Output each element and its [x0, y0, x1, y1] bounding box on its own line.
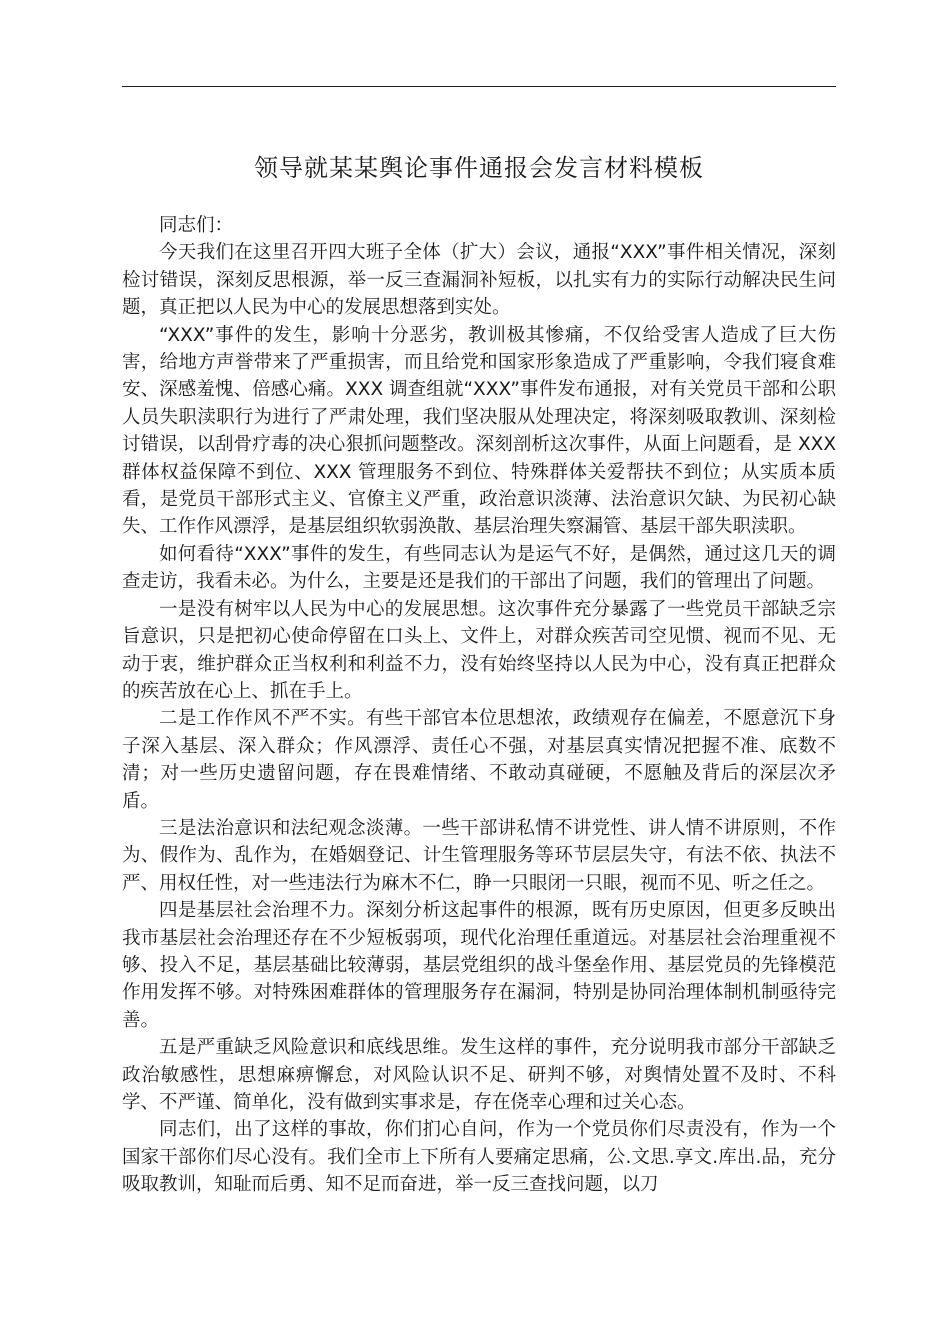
paragraph: 三是法治意识和法纪观念淡薄。一些干部讲私情不讲党性、讲人情不讲原则，不作为、假作为、乱作为，在婚姻登记、计生管理服务等环节层层失守，有法不依、执法不严、用权任性，对一些违法行为麻木不仁，睁一只眼闭一只眼，视而不见、听之任之。 [122, 817, 836, 894]
paragraph: “XXX”事件的发生，影响十分恶劣，教训极其惨痛，不仅给受害人造成了巨大伤害，给地方声誉带来了严重损害，而且给党和国家形象造成了严重影响，令我们寝食难安、深感羞愧、倍感心痛。XXX 调查组就“XXX”事件发布通报，对有关党员干部和公职人员失职渎职行为进行了严肃处理，我们坚决服从处理决定，将深刻吸取教训、深刻检讨错误，以刮骨疗毒的决心狠抓问题整改。深刻剖析这次事件，从面上问题看，是 XXX 群体权益保障不到位、XXX 管理服务不到位、特殊群体关爱帮扶不到位；从实质本质看，是党员干部形式主义、官僚主义严重，政治意识淡薄、法治意识欠缺、为民初心缺失、工作作风漂浮，是基层组织软弱涣散、基层治理失察漏管、基层干部失职渎职。 [122, 324, 836, 538]
paragraph: 五是严重缺乏风险意识和底线思维。发生这样的事件，充分说明我市部分干部缺乏政治敏感性，思想麻痹懈怠，对风险认识不足、研判不够，对舆情处置不及时、不科学、不严谨、简单化，没有做到实事求是，存在侥幸心理和过关心态。 [122, 1037, 836, 1113]
paragraph: 同志们，出了这样的事故，你们扪心自问，作为一个党员你们尽责没有，作为一个国家干部你们尽心没有。我们全市上下所有人要痛定思痛，公.文思.享文.库出.品，充分吸取教训，知耻而后勇、知不足而奋进，举一反三查找问题，以刀 [122, 1119, 836, 1196]
paragraph: 四是基层社会治理不力。深刻分析这起事件的根源，既有历史原因，但更多反映出我市基层社会治理还存在不少短板弱项，现代化治理任重道远。对基层社会治理重视不够、投入不足，基层基础比较薄弱，基层党组织的战斗堡垒作用、基层党员的先锋模范作用发挥不够。对特殊困难群体的管理服务存在漏洞，特别是协同治理体制机制亟待完善。 [122, 900, 836, 1031]
paragraph: 今天我们在这里召开四大班子全体（扩大）会议，通报“XXX”事件相关情况，深刻检讨错误，深刻反思根源，举一反三查漏洞补短板，以扎实有力的实际行动解决民生问题，真正把以人民为中心的发展思想落到实处。 [122, 242, 836, 319]
document-title: 领导就某某舆论事件通报会发言材料模板 [254, 154, 704, 182]
document-body [122, 212, 836, 1199]
paragraph: 如何看待“XXX”事件的发生，有些同志认为是运气不好，是偶然，通过这几天的调查走访，我看未必。为什么，主要是还是我们的干部出了问题，我们的管理出了问题。 [122, 543, 836, 593]
header-rule [122, 86, 836, 87]
paragraph: 二是工作作风不严不实。有些干部官本位思想浓，政绩观存在偏差，不愿意沉下身子深入基层、深入群众；作风漂浮、责任心不强，对基层真实情况把握不准、底数不清；对一些历史遗留问题，存在畏难情绪、不敢动真碰硬，不愿触及背后的深层次矛盾。 [122, 708, 836, 812]
paragraph: 同志们： [159, 215, 234, 236]
paragraph: 一是没有树牢以人民为中心的发展思想。这次事件充分暴露了一些党员干部缺乏宗旨意识，只是把初心使命停留在口头上、文件上，对群众疾苦司空见惯、视而不见、无动于衷，维护群众正当权利和利益不力，没有始终坚持以人民为中心，没有真正把群众的疾苦放在心上、抓在手上。 [122, 598, 836, 702]
